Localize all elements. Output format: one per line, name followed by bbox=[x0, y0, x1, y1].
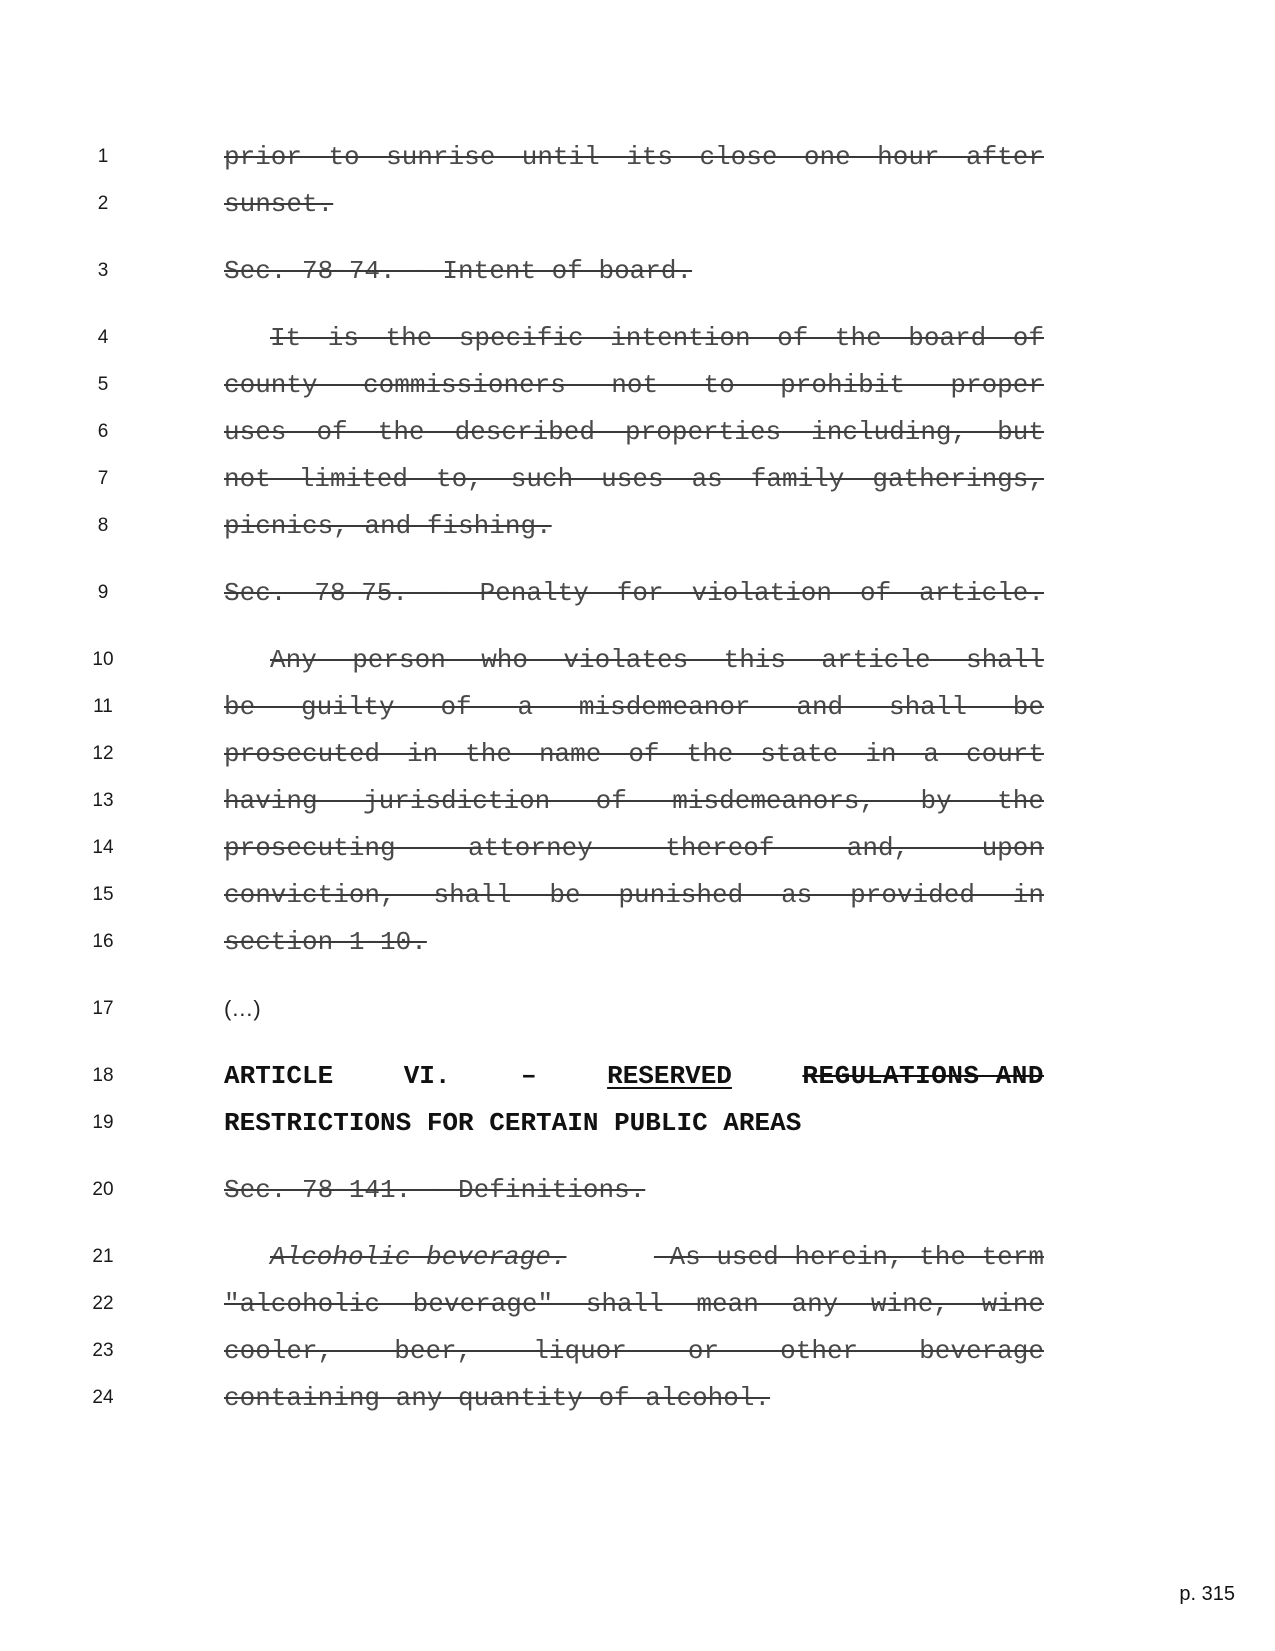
line-20 bbox=[0, 1170, 1275, 1210]
line-1 bbox=[0, 137, 1275, 177]
page-number: p. 315 bbox=[1179, 1583, 1235, 1605]
ellipsis-marker: (…) bbox=[224, 996, 261, 1021]
line-number: 12 bbox=[92, 743, 114, 764]
line-number: 8 bbox=[97, 515, 109, 536]
line-number: 7 bbox=[97, 468, 109, 489]
struck-text: not limited to, such uses as family gatherings, bbox=[224, 464, 1044, 494]
line-2 bbox=[0, 184, 1275, 224]
article-word: ARTICLE bbox=[224, 1061, 334, 1091]
line-number: 13 bbox=[92, 790, 114, 811]
line-number: 5 bbox=[97, 374, 109, 395]
line-number: 3 bbox=[97, 260, 109, 281]
line-number: 11 bbox=[93, 696, 113, 717]
line-24 bbox=[0, 1378, 1275, 1418]
struck-text: section 1-10. bbox=[224, 927, 427, 957]
struck-text: It is the specific intention of the board of bbox=[270, 323, 1044, 353]
line-16 bbox=[0, 922, 1275, 962]
line-14 bbox=[0, 828, 1275, 868]
line-number: 23 bbox=[92, 1340, 114, 1361]
section-heading-struck: Sec. 78-141. - Definitions. bbox=[224, 1175, 646, 1205]
line-number: 18 bbox=[92, 1065, 114, 1086]
line-number: 2 bbox=[97, 193, 109, 214]
line-7 bbox=[0, 459, 1275, 499]
article-dash: – bbox=[521, 1061, 537, 1091]
struck-text: having jurisdiction of misdemeanors, by the bbox=[224, 786, 1044, 816]
struck-text: sunset. bbox=[224, 189, 334, 219]
struck-text: containing any quantity of alcohol. bbox=[224, 1383, 771, 1413]
line-number: 24 bbox=[92, 1387, 114, 1408]
article-heading bbox=[224, 1056, 1044, 1096]
line-number: 17 bbox=[92, 998, 114, 1019]
line-number: 4 bbox=[97, 327, 109, 348]
inserted-text: RESERVED bbox=[607, 1061, 732, 1091]
struck-text: cooler, beer, liquor or other beverage bbox=[224, 1336, 1044, 1366]
article-number: VI. bbox=[403, 1061, 451, 1091]
line-21 bbox=[0, 1237, 1275, 1277]
article-heading-row bbox=[224, 1056, 1044, 1096]
line-number: 21 bbox=[92, 1246, 114, 1267]
line-number: 16 bbox=[92, 931, 114, 952]
line-9 bbox=[0, 573, 1275, 613]
line-17 bbox=[0, 989, 1275, 1029]
line-number: 1 bbox=[97, 146, 109, 167]
line-number: 9 bbox=[97, 582, 109, 603]
line-number: 6 bbox=[97, 421, 109, 442]
line-3 bbox=[0, 251, 1275, 291]
line-number: 22 bbox=[92, 1293, 114, 1314]
line-11 bbox=[0, 687, 1275, 727]
line-22 bbox=[0, 1284, 1275, 1324]
line-8 bbox=[0, 506, 1275, 546]
line-number: 14 bbox=[92, 837, 114, 858]
deleted-heading-text: RESTRICTIONS FOR CERTAIN PUBLIC AREAS bbox=[224, 1108, 802, 1138]
line-13 bbox=[0, 781, 1275, 821]
struck-text: county commissioners not to prohibit proper bbox=[224, 370, 1044, 400]
struck-text: Any person who violates this article shall bbox=[270, 645, 1044, 675]
line-number: 15 bbox=[92, 884, 114, 905]
deleted-text: REGULATIONS AND bbox=[802, 1061, 1044, 1091]
line-5 bbox=[0, 365, 1275, 405]
line-number: 19 bbox=[92, 1112, 114, 1133]
line-6 bbox=[0, 412, 1275, 452]
struck-text: conviction, shall be punished as provided in bbox=[224, 880, 1044, 910]
section-heading-struck: Sec. 78-74. - Intent of board. bbox=[224, 256, 693, 286]
definition-text: As used herein, the term bbox=[653, 1242, 1044, 1272]
struck-text: uses of the described properties including, but bbox=[224, 417, 1044, 447]
struck-text: prosecuted in the name of the state in a court bbox=[224, 739, 1044, 769]
struck-text: be guilty of a misdemeanor and shall be bbox=[224, 692, 1044, 722]
line-number: 20 bbox=[92, 1179, 114, 1200]
struck-text bbox=[224, 1237, 1044, 1277]
line-18 bbox=[0, 1056, 1275, 1096]
line-10 bbox=[0, 640, 1275, 680]
struck-text: prior to sunrise until its close one hour after bbox=[224, 142, 1044, 172]
line-19 bbox=[0, 1103, 1275, 1143]
struck-text: "alcoholic beverage" shall mean any wine, wine bbox=[224, 1289, 1044, 1319]
defined-term: Alcoholic beverage. bbox=[270, 1242, 567, 1272]
struck-text: prosecuting attorney thereof and, upon bbox=[224, 833, 1044, 863]
section-heading-struck: Sec. 78-75. - Penalty for violation of article. bbox=[224, 578, 1044, 608]
line-15 bbox=[0, 875, 1275, 915]
line-4 bbox=[0, 318, 1275, 358]
line-number: 10 bbox=[92, 649, 114, 670]
struck-text: picnics, and fishing. bbox=[224, 511, 552, 541]
line-12 bbox=[0, 734, 1275, 774]
line-23 bbox=[0, 1331, 1275, 1371]
